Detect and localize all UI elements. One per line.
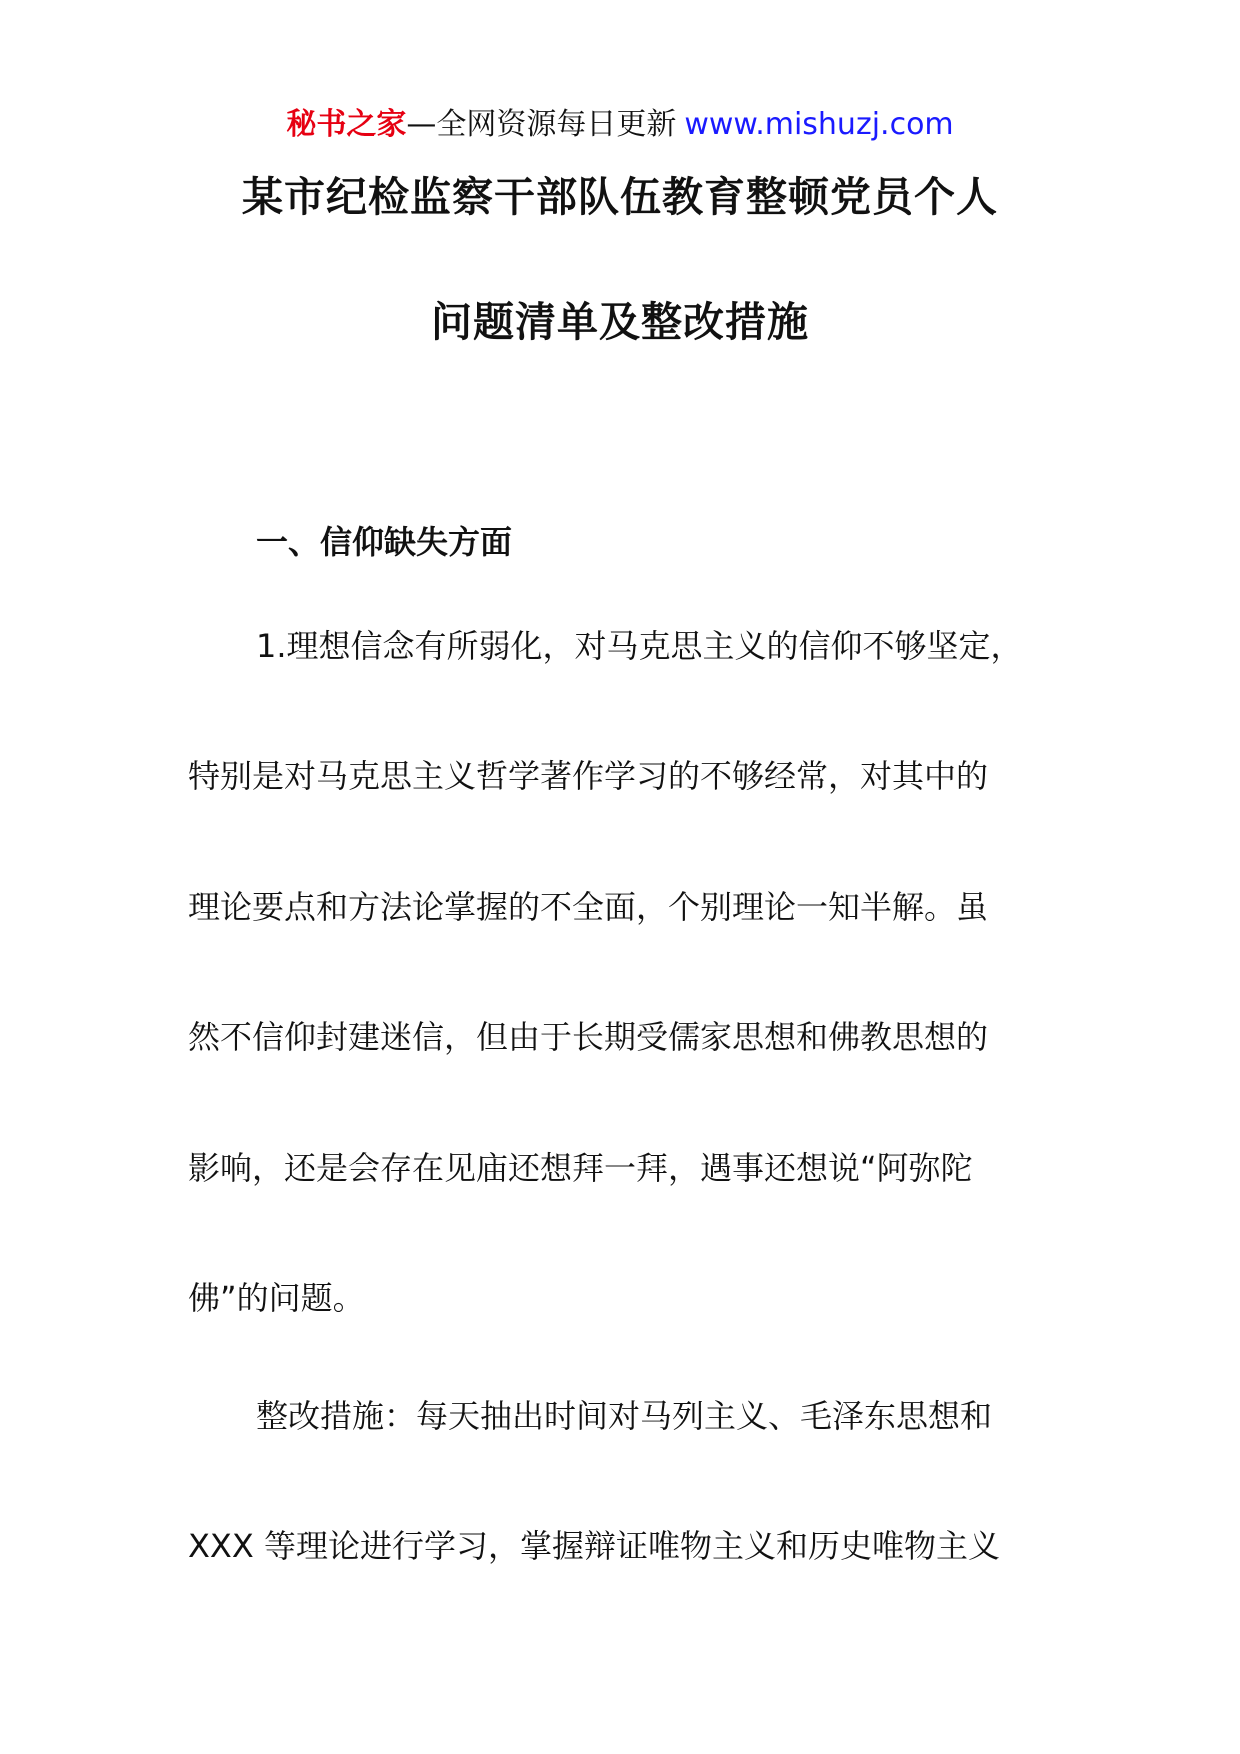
document-title-line-2: 问题清单及整改措施 — [431, 298, 809, 346]
paragraph-line: 佛”的问题。 — [188, 1279, 365, 1317]
paragraph-line: 然不信仰封建迷信，但由于长期受儒家思想和佛教思想的 — [188, 1018, 989, 1056]
paragraph-line: 特别是对马克思主义哲学著作学习的不够经常，对其中的 — [188, 757, 989, 795]
paragraph-line: XXX 等理论进行学习，掌握辩证唯物主义和历史唯物主义 — [188, 1527, 1000, 1565]
paragraph-line: 影响，还是会存在见庙还想拜一拜，遇事还想说“阿弥陀 — [188, 1149, 973, 1187]
header-tagline: —全网资源每日更新 — [406, 107, 677, 142]
brand-name: 秘书之家 — [286, 107, 407, 142]
document-title-line-1: 某市纪检监察干部队伍教育整顿党员个人 — [242, 173, 998, 221]
paragraph-line: 理论要点和方法论掌握的不全面，个别理论一知半解。虽 — [188, 888, 989, 926]
site-header — [0, 103, 1240, 147]
paragraph-line: 1.理想信念有所弱化，对马克思主义的信仰不够坚定， — [256, 627, 1023, 665]
site-url-link[interactable]: www.mishuzj.com — [684, 107, 954, 142]
section-heading: 一、信仰缺失方面 — [256, 523, 513, 561]
paragraph-line: 整改措施：每天抽出时间对马列主义、毛泽东思想和 — [256, 1397, 993, 1435]
